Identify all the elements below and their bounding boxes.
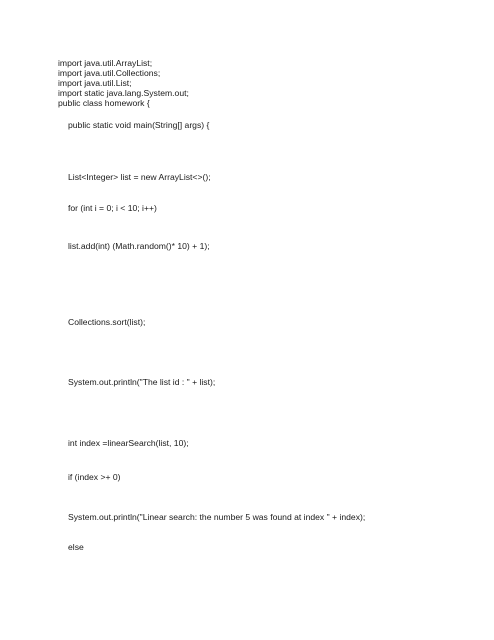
- code-line-import-arraylist: import java.util.ArrayList;: [58, 58, 153, 68]
- code-line-class-declaration: public class homework {: [58, 98, 150, 108]
- code-line-import-collections: import java.util.Collections;: [58, 68, 161, 78]
- code-line-print-found: System.out.println("Linear search: the number 5 was found at index " + index);: [68, 512, 366, 522]
- code-line-import-list: import java.util.List;: [58, 78, 132, 88]
- code-line-else: else: [68, 542, 84, 552]
- code-line-main-method: public static void main(String[] args) {: [68, 120, 210, 130]
- code-line-for-loop: for (int i = 0; i < 10; i++): [68, 203, 157, 213]
- code-line-linear-search-call: int index =linearSearch(list, 10);: [68, 438, 189, 448]
- code-line-collections-sort: Collections.sort(list);: [68, 317, 146, 327]
- code-line-list-add: list.add(int) (Math.random()* 10) + 1);: [68, 241, 210, 251]
- code-line-list-declaration: List<Integer> list = new ArrayList<>();: [68, 172, 211, 182]
- code-line-print-list: System.out.println("The list id : " + list);: [68, 377, 216, 387]
- code-line-if-statement: if (index >+ 0): [68, 472, 121, 482]
- code-line-import-static-out: import static java.lang.System.out;: [58, 88, 189, 98]
